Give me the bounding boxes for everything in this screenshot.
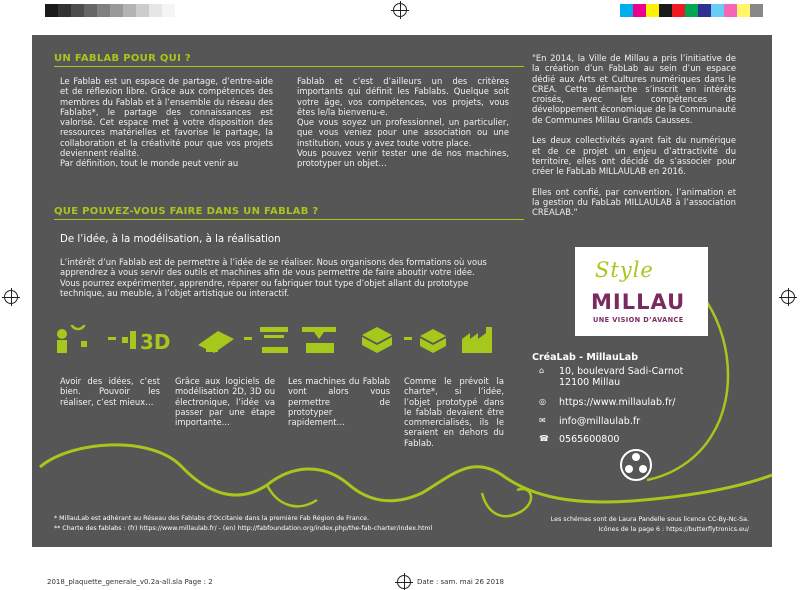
step-text-commercial: Comme le prévoit la charte*, si l’idée, l’objet prototypé dans le fablab devaient être commercialisés, ils le seraient en dehors du Fablab. bbox=[404, 376, 504, 448]
color-bar bbox=[620, 4, 763, 17]
registration-mark-top bbox=[393, 3, 407, 17]
what-intro-text: L’intérêt d’un Fablab est de permettre à l’idée de se réaliser. Nous organisons des formations où vous apprendrez à vous servir des outils et machines afin de vous permettre de faire aboutir votre idée. Vous pourrez expérimenter, apprendre, réparer ou fabriquer tout type d’objet allant du prototype technique, au meuble, à l’objet artistique ou interactif. bbox=[60, 257, 487, 298]
footnote-2: ** Charte des fablabs : (fr) https://www.millaulab.fr/ - (en) http://fabfoundation.org/index.php/the-fab-charter/index.html bbox=[54, 525, 433, 532]
svg-text:3D: 3D bbox=[140, 330, 171, 354]
contact-phone: ☎ 0565600800 bbox=[539, 434, 620, 445]
quote-text: "En 2014, la Ville de Millau a pris l’initiative de la création d’un FabLab au sein d’un espace dédié aux Arts et Cultures numériques dans le CREA. Cette démarche s’inscrit en intérêts croisés, avec les compétences de développement économique de la Communauté de Communes Millau Grands Causses. Les deux collectivités ayant fait du numérique et de ce projet un enjeu d’attractivité du territoire, elles ont décidé de s’associer pour créer le FabLab MILLAULAB en 2016. Elles ont confié, par convention, l’animation et la gestion du FabLab MILLAULAB à l’association CREALAB." bbox=[532, 53, 736, 218]
section-title-who: UN FABLAB POUR QUI ? bbox=[54, 53, 191, 64]
credit-1: Les schémas sont de Laura Pandelle sous licence CC-By-Nc-Sa. bbox=[550, 516, 749, 523]
who-col1-text: Le Fablab est un espace de partage, d’entre-aide et de réflexion libre. Grâce aux compétences des membres du Fablab et à l’ensemble du réseau des Fablabs*, le partage des connaissances est valorisé. Cet espace met à votre disposition des ressources matérielles et favorise le partage, la collaboration et la créativité pour que vos projets deviennent réalité. Par définition, tout le monde peut venir au bbox=[60, 76, 273, 169]
3d-printer-icon bbox=[258, 325, 348, 355]
building-blocks-icon bbox=[360, 325, 394, 355]
registration-mark-bottom bbox=[397, 575, 411, 589]
step-text-modeling: Grâce aux logiciels de modélisation 2D, 3D ou électronique, l’idée va passer par une étape importante… bbox=[175, 376, 275, 428]
brochure-page bbox=[32, 35, 772, 547]
step-text-idea: Avoir des idées, c’est bien. Pouvoir les réaliser, c’est mieux… bbox=[60, 376, 160, 407]
fablab-network-icon bbox=[619, 448, 653, 482]
globe-icon: ◎ bbox=[539, 397, 546, 406]
registration-mark-right bbox=[781, 290, 795, 304]
person-idea-icon bbox=[54, 325, 96, 355]
section-title-what: QUE POUVEZ-VOUS FAIRE DANS UN FABLAB ? bbox=[54, 206, 319, 217]
contact-email[interactable]: ✉ info@millaulab.fr bbox=[539, 416, 641, 427]
step-text-prototype: Les machines du Fablab vont alors vous permettre de prototyper rapidement… bbox=[288, 376, 390, 428]
section-underline bbox=[54, 219, 524, 220]
step-separator bbox=[244, 337, 252, 340]
registration-mark-left bbox=[4, 290, 18, 304]
slug-file: 2018_plaquette_generale_v0.2a-all.sla Page : 2 bbox=[47, 578, 213, 586]
credit-2: Icônes de la page 6 : https://butterflytronics.eu/ bbox=[598, 526, 749, 533]
style-millau-logo: Style MILLAU UNE VISION D’AVANCE bbox=[575, 247, 708, 336]
step-separator bbox=[404, 337, 412, 340]
step-separator bbox=[108, 337, 116, 340]
home-icon: ⌂ bbox=[539, 366, 545, 375]
contact-address: ⌂ 10, boulevard Sadi-Carnot 12100 Millau bbox=[539, 366, 684, 388]
blocks-icon bbox=[418, 325, 448, 355]
slug-date: Date : sam. mai 26 2018 bbox=[417, 578, 504, 586]
contact-title: CréaLab - MillauLab bbox=[532, 352, 638, 363]
phone-icon: ☎ bbox=[539, 434, 549, 443]
section-underline bbox=[54, 66, 524, 67]
section-subtitle: De l’idée, à la modélisation, à la réalisation bbox=[60, 234, 281, 245]
process-icons bbox=[54, 325, 494, 355]
footnote-1: * MillauLab est adhérant au Réseau des Fablabs d’Occitanie dans la première Fab Région de France. bbox=[54, 515, 370, 522]
3d-model-icon bbox=[120, 325, 182, 355]
factory-icon bbox=[460, 325, 494, 355]
laser-cutter-icon bbox=[196, 325, 236, 355]
grayscale-bar bbox=[45, 4, 175, 17]
mail-icon: ✉ bbox=[539, 416, 546, 425]
who-col2-text: Fablab et c’est d’ailleurs un des critères importants qui définit les Fablabs. Quelque soit votre âge, vos compétences, vos projets, vous êtes le/la bienvenu-e. Que vous soyez un professionnel, un particulier, que vous veniez pour une association ou une institution, vous y avez toute votre place. Vous pouvez venir tester une de nos machines, prototyper un objet… bbox=[297, 76, 509, 169]
contact-website[interactable]: ◎ https://www.millaulab.fr/ bbox=[539, 397, 676, 408]
